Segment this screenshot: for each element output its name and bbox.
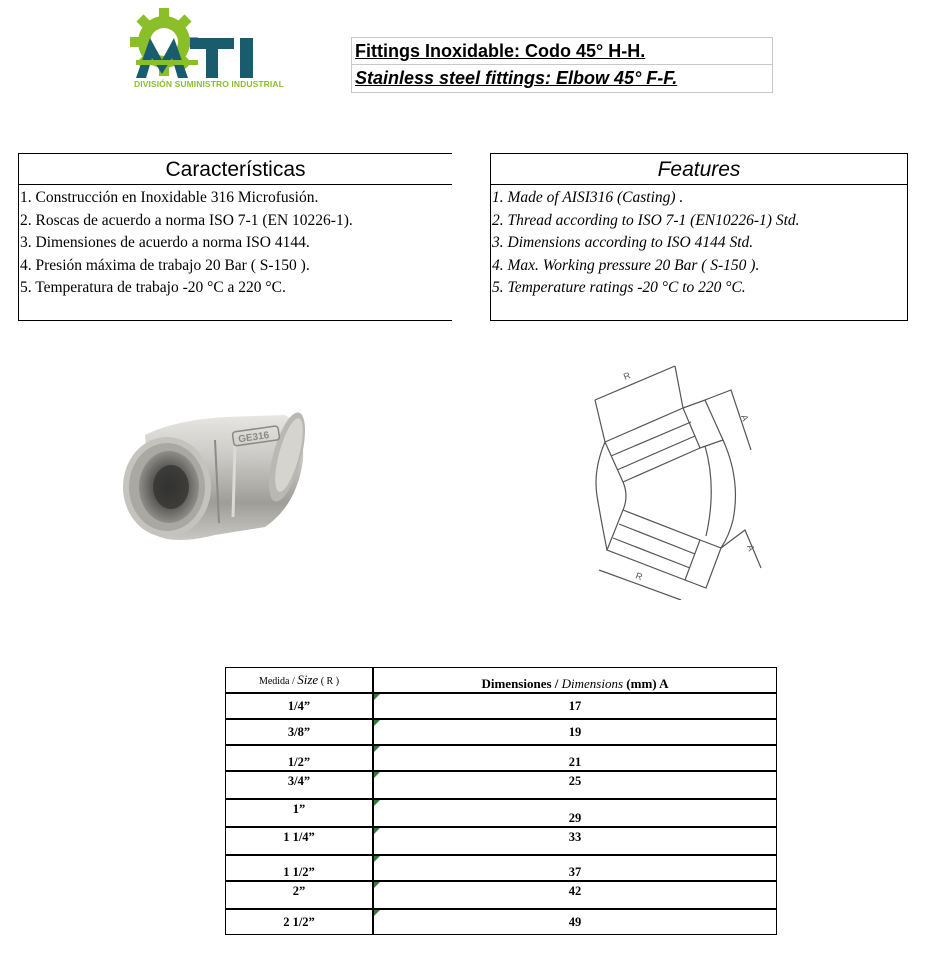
dimension-value: 17 [568, 698, 582, 713]
table-row [226, 881, 777, 909]
product-photo [115, 395, 315, 555]
feature-item: 1. Construcción en Inoxidable 316 Microfusión. [20, 189, 319, 206]
cell-marker [374, 746, 380, 752]
features-english-list [491, 185, 907, 300]
dimension-value: 21 [568, 755, 582, 769]
feature-item: 2. Roscas de acuerdo a norma ISO 7-1 (EN 10226-1). [20, 211, 353, 229]
size-cell: 1 1/2” [226, 855, 374, 881]
table-row [226, 855, 777, 881]
feature-item: 5. Temperatura de trabajo -20 °C a 220 °C. [20, 279, 286, 297]
dimension-cell [373, 855, 777, 881]
size-cell: 3/8” [226, 719, 374, 745]
features-spanish-heading: Características [19, 154, 452, 185]
technical-drawing [585, 360, 765, 600]
cell-marker [374, 720, 380, 726]
dimension-cell [373, 771, 777, 799]
table-row [226, 693, 777, 719]
table-row [226, 909, 777, 935]
features-spanish-box [18, 153, 452, 321]
dimension-value: 25 [568, 774, 582, 788]
header-size-italic: Size [297, 672, 319, 687]
dimension-cell [373, 881, 777, 909]
feature-item: 4. Presión máxima de trabajo 20 Bar ( S-150 ). [20, 256, 310, 274]
features-english-heading: Features [491, 154, 907, 185]
dimension-value: 19 [568, 724, 582, 739]
dimension-cell [373, 719, 777, 745]
size-cell: 2 1/2” [226, 909, 374, 935]
column-header-dimensions [373, 668, 777, 694]
dimension-cell [373, 745, 777, 771]
header-dim-italic: Dimensions [561, 676, 624, 691]
feature-item: 3. Dimensions according to ISO 4144 Std. [492, 234, 754, 252]
table-row [226, 719, 777, 745]
size-cell: 1/4” [226, 693, 374, 719]
size-cell: 2” [226, 881, 374, 909]
cell-marker [374, 828, 380, 834]
dimension-cell [373, 827, 777, 855]
dimensions-table [225, 667, 777, 935]
cell-marker [374, 694, 380, 700]
table-row [226, 799, 777, 827]
photo-stamp-text: GE316 [237, 430, 270, 446]
column-header-size [226, 668, 374, 694]
header-size-prefix: Medida / [258, 676, 295, 687]
feature-item: 3. Dimensiones de acuerdo a norma ISO 4144. [20, 234, 310, 252]
table-header-row [226, 668, 777, 694]
header-size-suffix: ( R ) [320, 676, 340, 687]
dimension-value: 37 [568, 865, 582, 879]
cell-marker [374, 910, 380, 916]
drawing-label-a-lower: A [745, 543, 757, 553]
drawing-label-r: R [622, 370, 632, 382]
cell-marker [374, 856, 380, 862]
dimension-value: 42 [568, 884, 582, 898]
feature-item: 2. Thread according to ISO 7-1 (EN10226-1) Std. [492, 211, 800, 229]
dimension-cell [373, 909, 777, 935]
cell-marker [374, 772, 380, 778]
cell-marker [374, 882, 380, 888]
table-row [226, 827, 777, 855]
title-spanish: Fittings Inoxidable: Codo 45° H-H. [352, 38, 772, 65]
dimension-value: 49 [568, 914, 582, 929]
features-english-box [490, 153, 908, 321]
feature-item: 5. Temperature ratings -20 °C to 220 °C. [492, 279, 746, 297]
cell-marker [374, 800, 380, 806]
dimension-value: 29 [568, 811, 582, 825]
size-cell: 1 1/4” [226, 827, 374, 855]
size-cell: 1/2” [226, 745, 374, 771]
feature-item: 1. Made of AISI316 (Casting) . [492, 189, 684, 206]
dimension-value: 33 [568, 830, 582, 844]
drawing-label-a: A [739, 413, 751, 423]
product-title-box [351, 37, 773, 93]
feature-item: 4. Max. Working pressure 20 Bar ( S-150 ). [492, 256, 760, 274]
title-english: Stainless steel fittings: Elbow 45° F-F. [355, 68, 678, 88]
features-spanish-list [19, 185, 452, 300]
logo-subtitle: DIVISIÓN SUMINISTRO INDUSTRIAL [134, 79, 284, 89]
header-dim-suffix: (mm) A [626, 676, 669, 691]
size-cell: 1” [226, 799, 374, 827]
dimension-cell [373, 693, 777, 719]
dimension-cell [373, 799, 777, 827]
header-dim-prefix: Dimensiones / [481, 676, 559, 691]
size-cell: 3/4” [226, 771, 374, 799]
table-row [226, 745, 777, 771]
table-row [226, 771, 777, 799]
drawing-label-r-lower: R [634, 570, 644, 583]
